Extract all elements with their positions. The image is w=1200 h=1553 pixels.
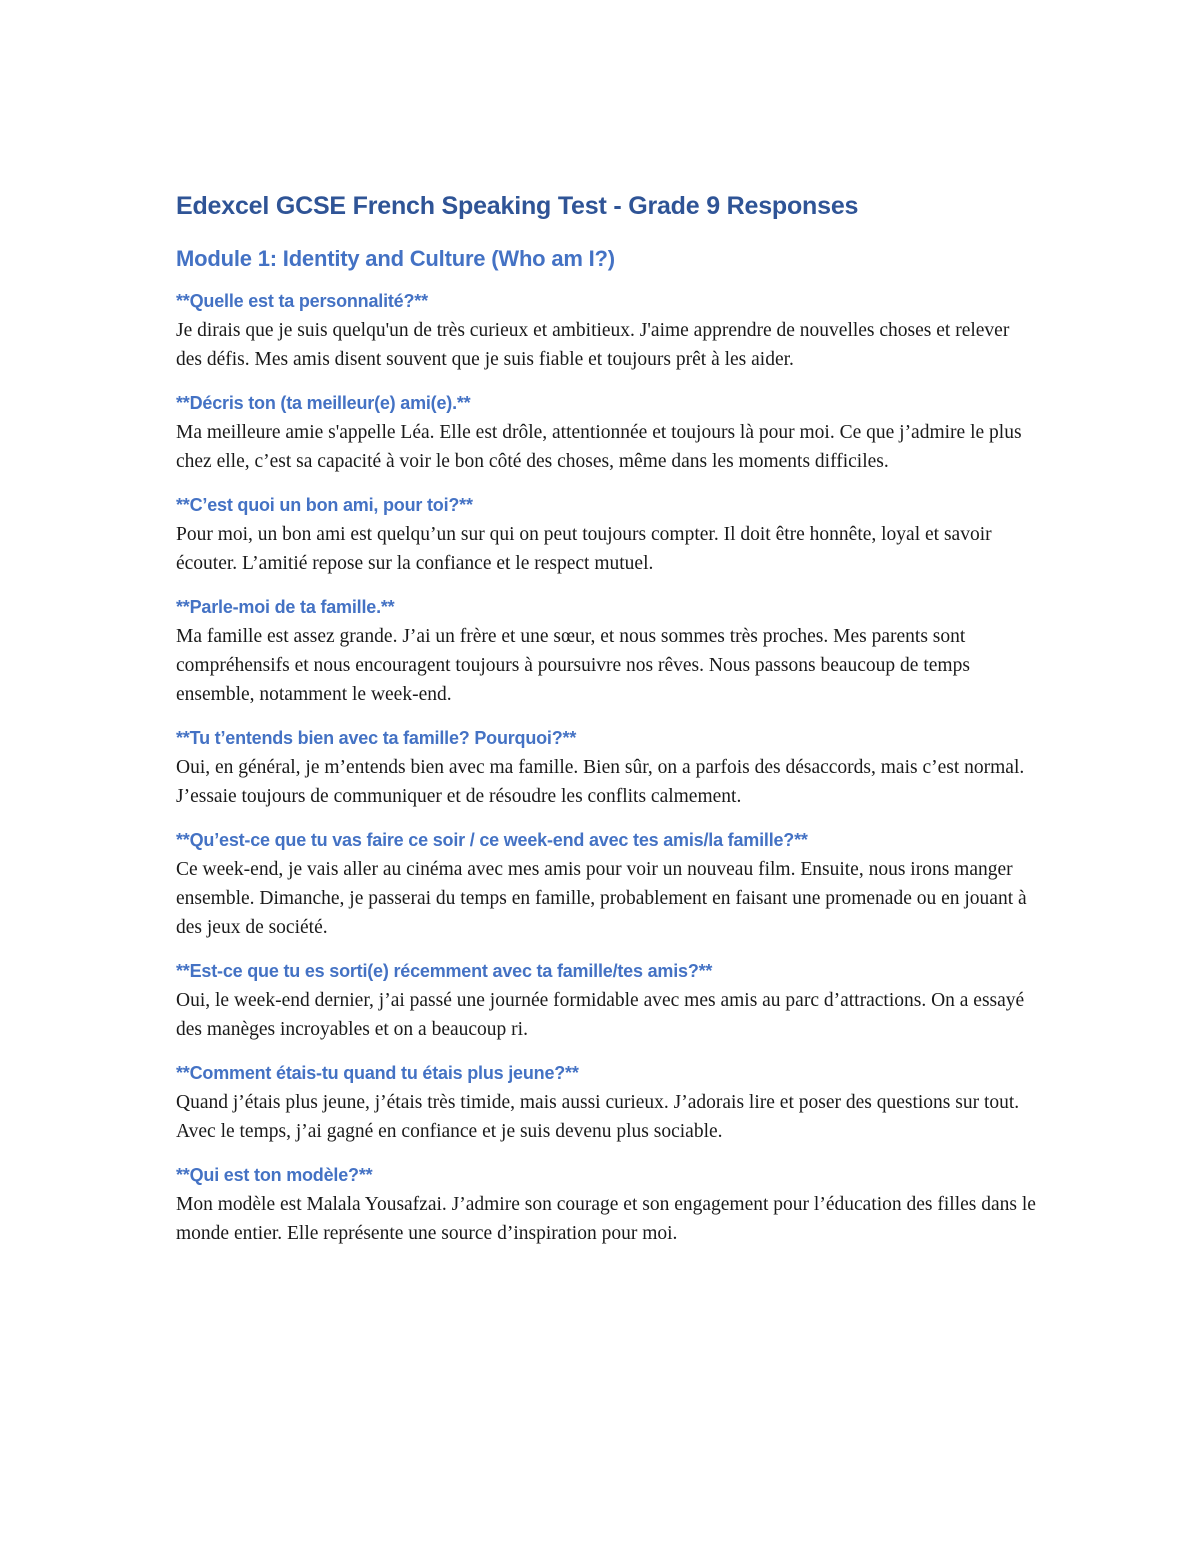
question-heading: **C’est quoi un bon ami, pour toi?** (176, 495, 473, 515)
answer-paragraph: Quand j’étais plus jeune, j’étais très timide, mais aussi curieux. J’adorais lire et poser des questions sur tout. Avec le temps, j’ai gagné en confiance et je suis devenu plus sociable. (176, 1092, 1020, 1142)
answer-paragraph: Pour moi, un bon ami est quelqu’un sur qui on peut toujours compter. Il doit être honnête, loyal et savoir écouter. L’amitié repose sur la confiance et le respect mutuel. (176, 524, 992, 574)
qa-item (176, 286, 1036, 374)
document-title: Edexcel GCSE French Speaking Test - Grade 9 Responses (176, 192, 859, 220)
qa-item (176, 490, 1036, 578)
question-heading: **Quelle est ta personnalité?** (176, 291, 428, 311)
module-title: Module 1: Identity and Culture (Who am I?) (176, 246, 615, 271)
answer-paragraph: Ma meilleure amie s'appelle Léa. Elle est drôle, attentionnée et toujours là pour moi. Ce que j’admire le plus chez elle, c’est sa capacité à voir le bon côté des choses, même dans les moments difficiles. (176, 422, 1022, 472)
qa-list (176, 286, 1036, 1248)
qa-item (176, 956, 1036, 1044)
qa-item (176, 592, 1036, 709)
qa-item (176, 825, 1036, 942)
qa-item (176, 388, 1036, 476)
qa-item (176, 723, 1036, 811)
question-heading: **Est-ce que tu es sorti(e) récemment avec ta famille/tes amis?** (176, 961, 713, 981)
question-heading: **Tu t’entends bien avec ta famille? Pourquoi?** (176, 728, 577, 748)
question-heading: **Qu’est-ce que tu vas faire ce soir / ce week-end avec tes amis/la famille?** (176, 830, 808, 850)
answer-paragraph: Ce week-end, je vais aller au cinéma avec mes amis pour voir un nouveau film. Ensuite, nous irons manger ensemble. Dimanche, je passerai du temps en famille, probablement en faisant une promenade ou en jouant à des jeux de société. (176, 859, 1027, 938)
answer-paragraph: Mon modèle est Malala Yousafzai. J’admire son courage et son engagement pour l’éducation des filles dans le monde entier. Elle représente une source d’inspiration pour moi. (176, 1194, 1036, 1244)
answer-paragraph: Oui, en général, je m’entends bien avec ma famille. Bien sûr, on a parfois des désaccords, mais c’est normal. J’essaie toujours de communiquer et de résoudre les conflits calmement. (176, 757, 1025, 807)
question-heading: **Qui est ton modèle?** (176, 1165, 373, 1185)
document-page (176, 186, 1036, 1262)
question-heading: **Décris ton (ta meilleur(e) ami(e).** (176, 393, 471, 413)
qa-item (176, 1160, 1036, 1248)
answer-paragraph: Ma famille est assez grande. J’ai un frère et une sœur, et nous sommes très proches. Mes parents sont compréhensifs et nous encouragent toujours à poursuivre nos rêves. Nous passons beaucoup de temps ensemble, notamment le week-end. (176, 626, 970, 705)
question-heading: **Comment étais-tu quand tu étais plus jeune?** (176, 1063, 579, 1083)
question-heading: **Parle-moi de ta famille.** (176, 597, 395, 617)
qa-item (176, 1058, 1036, 1146)
answer-paragraph: Oui, le week-end dernier, j’ai passé une journée formidable avec mes amis au parc d’attractions. On a essayé des manèges incroyables et on a beaucoup ri. (176, 990, 1025, 1040)
answer-paragraph: Je dirais que je suis quelqu'un de très curieux et ambitieux. J'aime apprendre de nouvelles choses et relever des défis. Mes amis disent souvent que je suis fiable et toujours prêt à les aider. (176, 320, 1010, 370)
